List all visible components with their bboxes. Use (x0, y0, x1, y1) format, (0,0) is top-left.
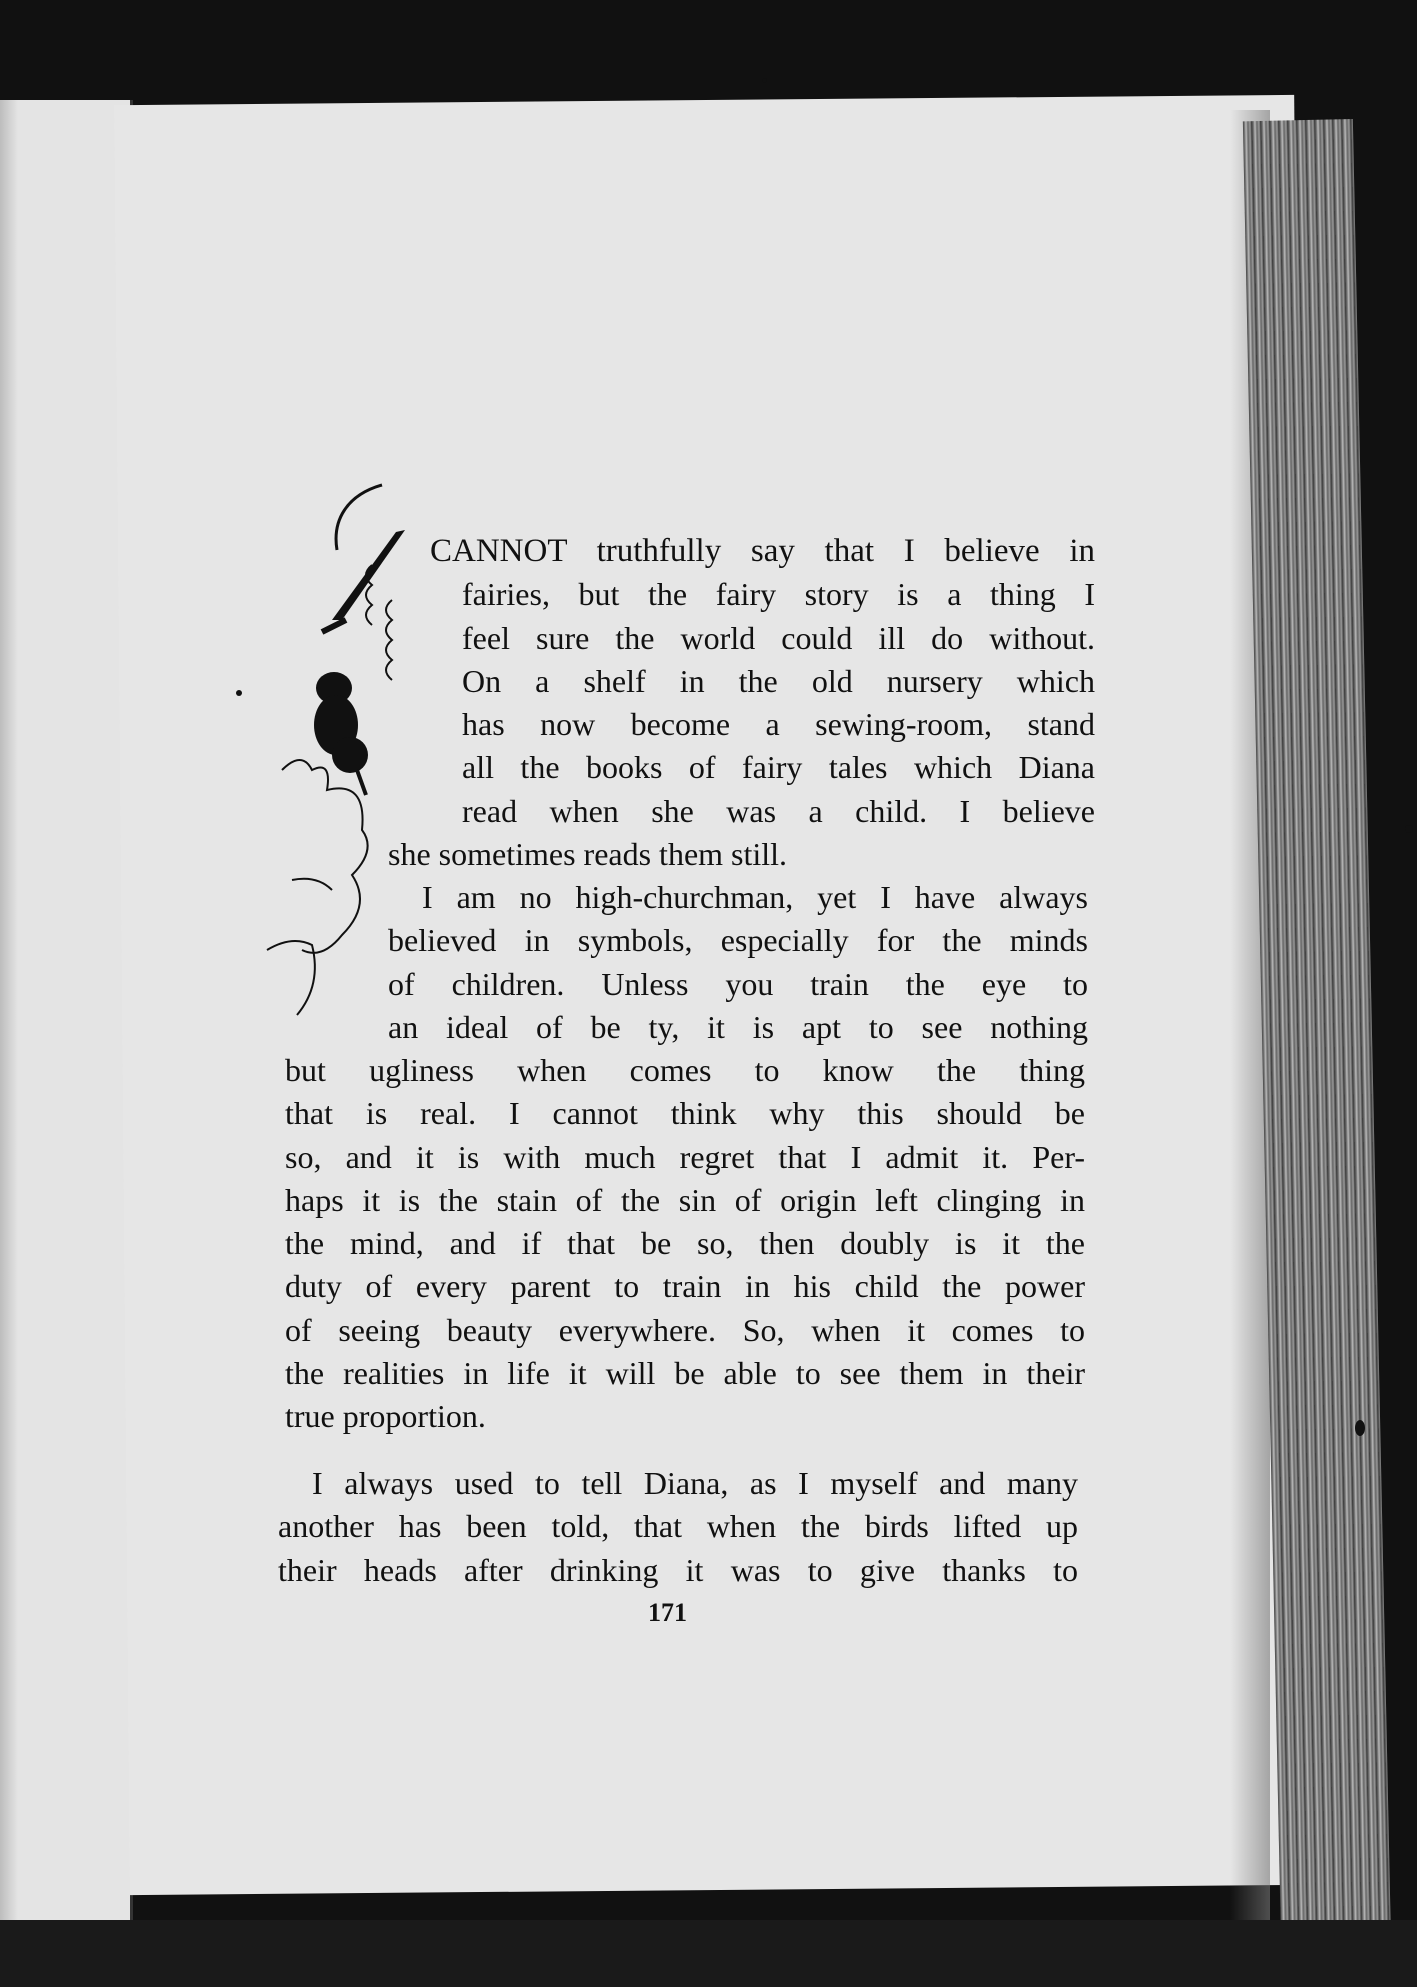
text-line-21: true proportion. (285, 1398, 486, 1435)
text-line-11: of children. Unless you train the eye to (388, 965, 1088, 1002)
text-line-10: believed in symbols, especially for the minds (388, 922, 1088, 959)
paragraph-2-full-width (285, 1049, 1085, 1439)
text-line-9: I am no high-churchman, yet I have always (422, 879, 1088, 915)
text-line-18: duty of every parent to train in his child the power (285, 1268, 1085, 1305)
text-line-7: read when she was a child. I believe (462, 792, 1095, 829)
text-line-17: the mind, and if that be so, then doubly is it the (285, 1225, 1085, 1262)
ink-speck (1355, 1420, 1365, 1436)
text-line-2: fairies, but the fairy story is a thing I (462, 576, 1095, 613)
text-line-4: On a shelf in the old nursery which (462, 662, 1095, 699)
page-body-continued (388, 833, 1088, 876)
paragraph-3 (278, 1462, 1078, 1592)
ink-speck (1405, 825, 1413, 833)
text-line-8: she sometimes reads them still. (388, 836, 788, 872)
bottom-dark-strip (0, 1920, 1417, 1987)
text-line-22: I always used to tell Diana, as I myself and many (312, 1465, 1078, 1501)
ink-speck (762, 78, 767, 83)
page-body (430, 530, 1095, 833)
text-line-15: so, and it is with much regret that I admit it. Per- (285, 1138, 1085, 1175)
text-line-16: haps it is the stain of the sin of origin left clinging in (285, 1181, 1085, 1218)
text-line-14: that is real. I cannot think why this should be (285, 1095, 1085, 1132)
text-line-23: another has been told, that when the birds lifted up (278, 1508, 1078, 1545)
text-line-20: the realities in life it will be able to see them in their (285, 1355, 1085, 1392)
page-number: 171 (648, 1598, 687, 1627)
text-line-19: of seeing beauty everywhere. So, when it comes to (285, 1311, 1085, 1348)
text-line-6: all the books of fairy tales which Diana (462, 749, 1095, 786)
left-page-leaf (0, 100, 133, 1940)
left-page-edge (0, 100, 18, 1940)
text-line-5: has now become a sewing-room, stand (462, 706, 1095, 743)
text-line-13: but ugliness when comes to know the thing (285, 1052, 1085, 1088)
text-line-1: CANNOT truthfully say that I believe in (430, 533, 1095, 569)
ink-speck (236, 690, 242, 696)
paragraph-2-indented (388, 876, 1088, 1049)
text-line-24: their heads after drinking it was to give thanks to (278, 1551, 1078, 1588)
text-line-12: an ideal of be ty, it is apt to see nothing (388, 1008, 1088, 1045)
text-line-3: feel sure the world could ill do without. (462, 619, 1095, 656)
